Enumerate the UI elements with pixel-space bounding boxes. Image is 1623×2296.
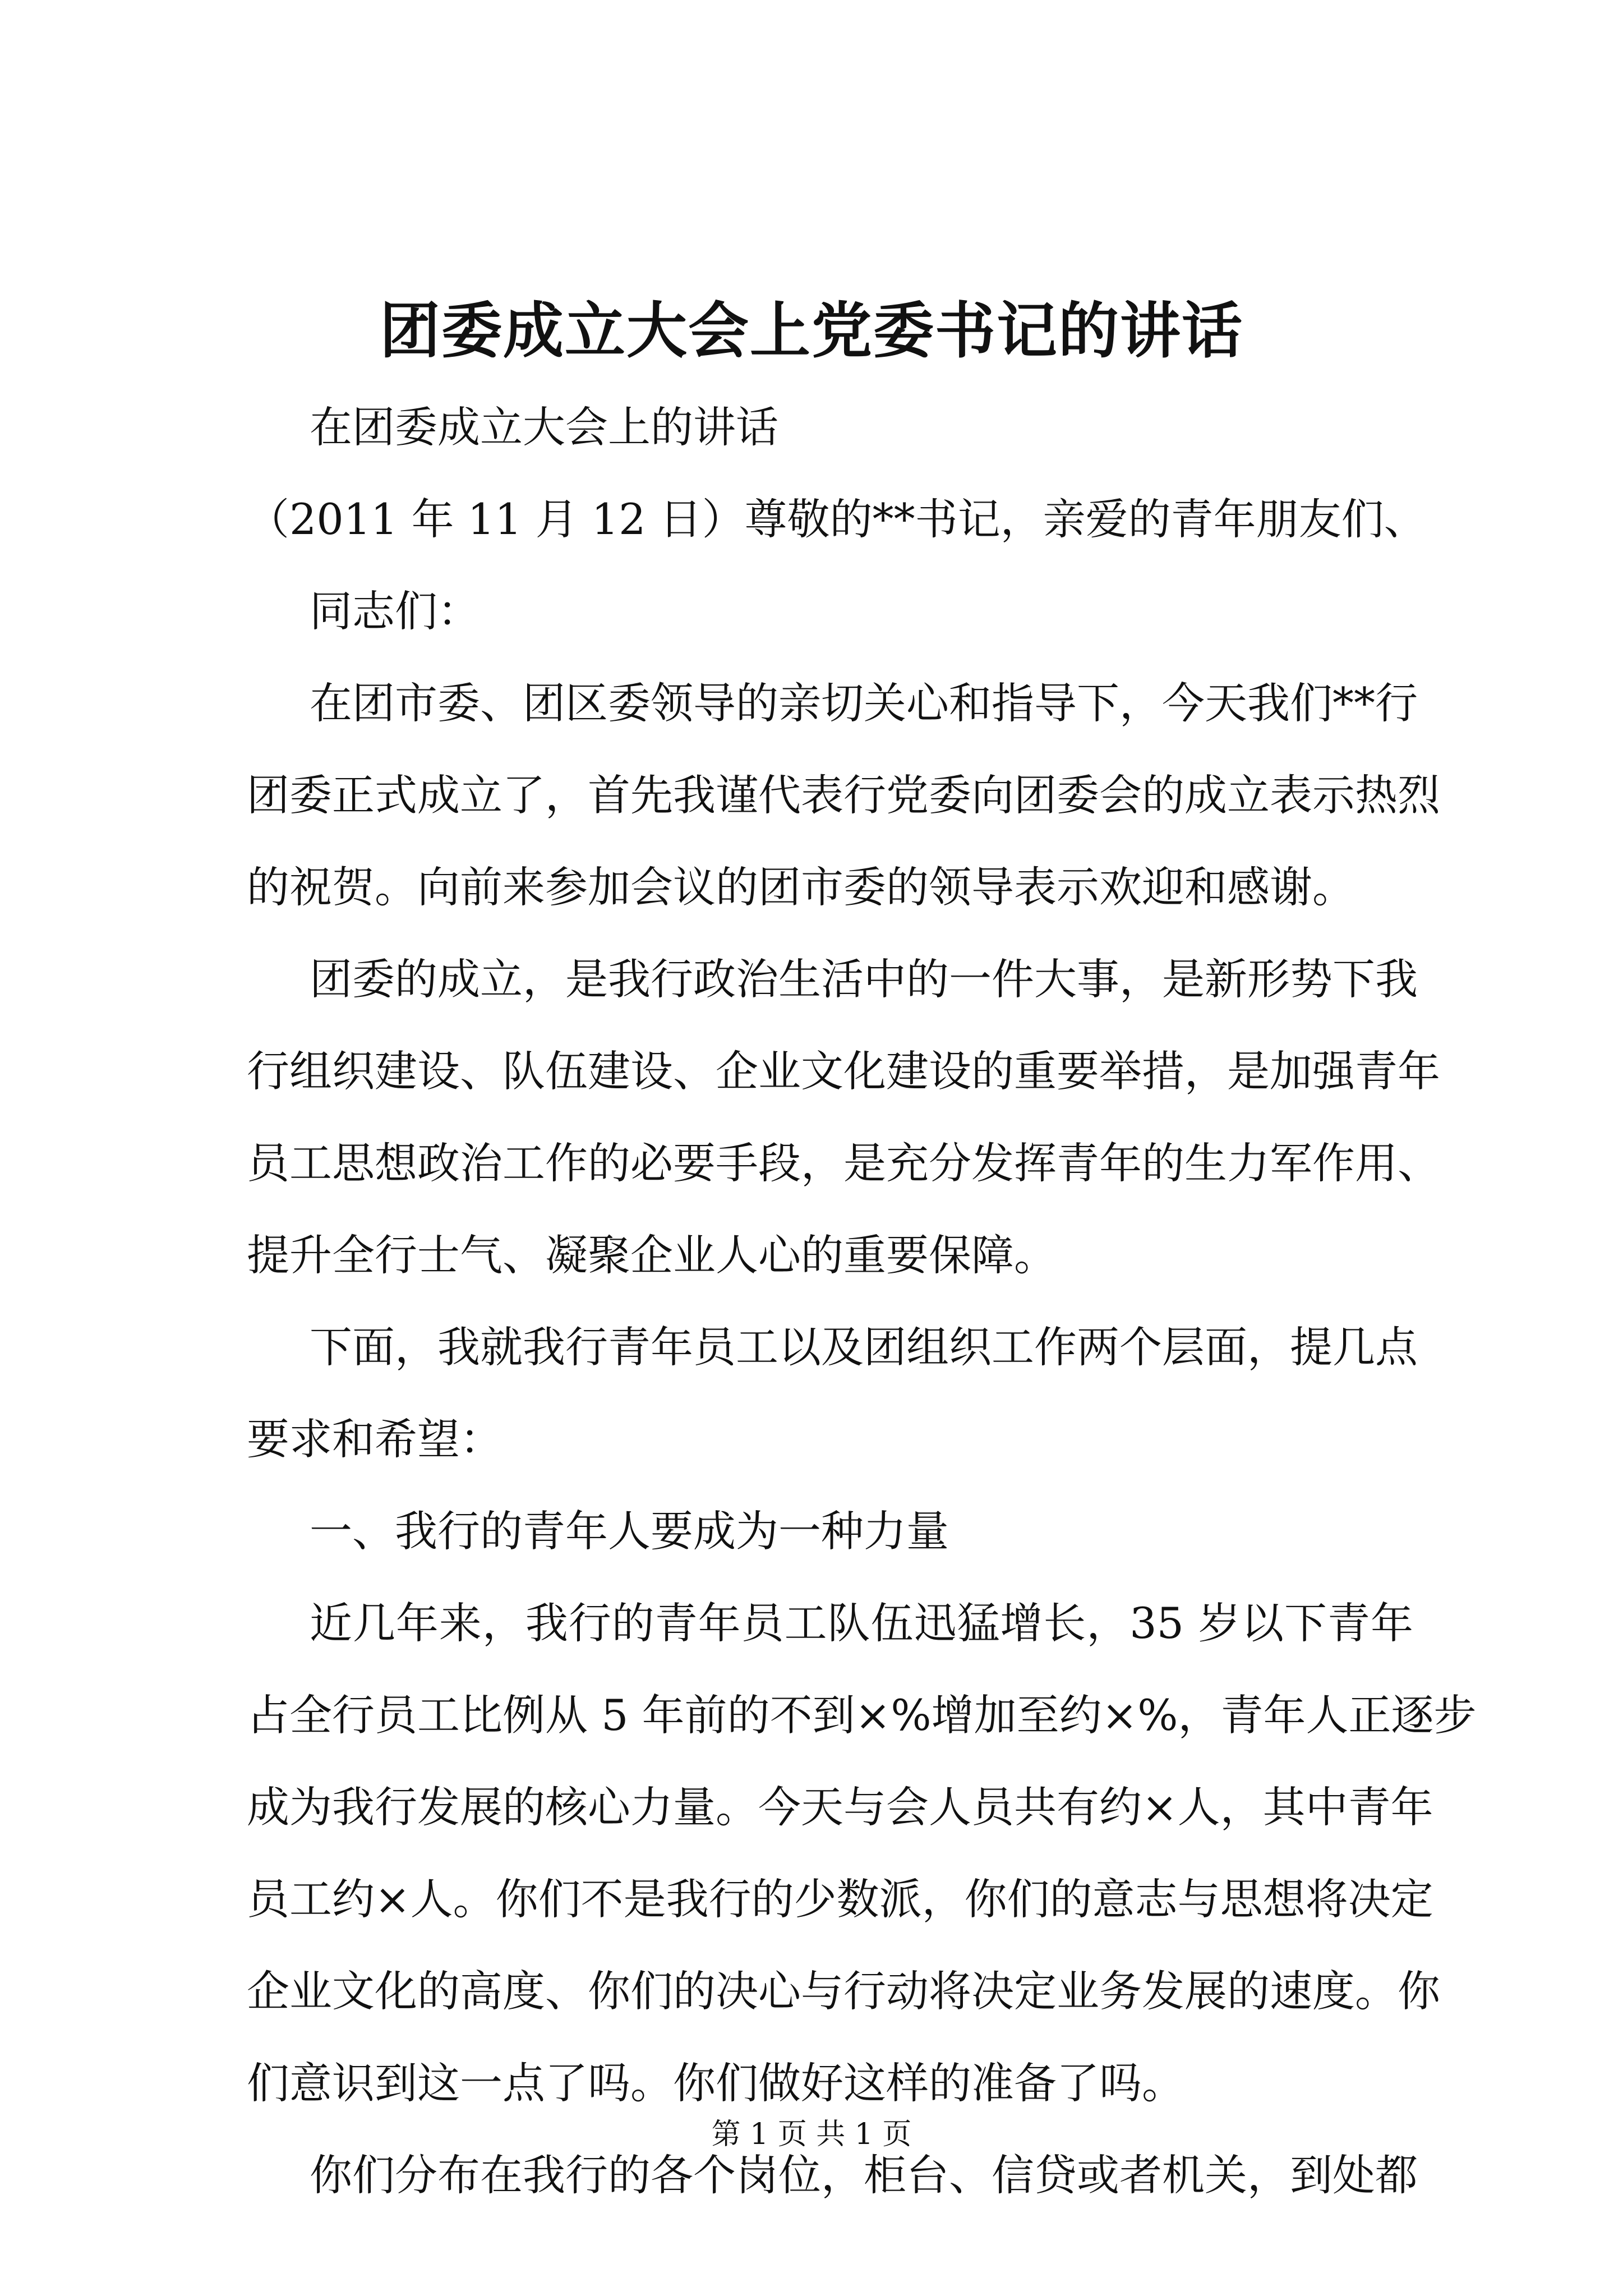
paragraph-line: 要求和希望：: [247, 1414, 502, 1464]
paragraph-line: 行组织建设、队伍建设、企业文化建设的重要举措，是加强青年: [247, 1046, 1440, 1096]
paragraph-line: 近几年来，我行的青年员工队伍迅猛增长，35 岁以下青年: [310, 1598, 1413, 1648]
paragraph-line: 企业文化的高度、你们的决心与行动将决定业务发展的速度。你: [247, 1966, 1440, 2016]
salutation-line: 同志们：: [310, 586, 480, 636]
paragraph-line: 团委正式成立了，首先我谨代表行党委向团委会的成立表示热烈: [247, 770, 1440, 820]
paragraph-line: 下面，我就我行青年员工以及团组织工作两个层面，提几点: [310, 1322, 1418, 1372]
document-body: [247, 381, 1477, 2221]
paragraph-line: 在团市委、团区委领导的亲切关心和指导下，今天我们**行: [310, 678, 1418, 728]
paragraph-line: 们意识到这一点了吗。你们做好这样的准备了吗。: [247, 2058, 1184, 2108]
page-footer: 第 1 页 共 1 页: [711, 2118, 912, 2151]
paragraph-line: 成为我行发展的核心力量。今天与会人员共有约×人，其中青年: [247, 1782, 1433, 1832]
section-heading: 一、我行的青年人要成为一种力量: [310, 1506, 949, 1556]
paragraph-line: 你们分布在我行的各个岗位，柜台、信贷或者机关，到处都: [310, 2150, 1418, 2200]
paragraph-line: 占全行员工比例从 5 年前的不到×%增加至约×%，青年人正逐步: [247, 1690, 1477, 1740]
paragraph-line: 提升全行士气、凝聚企业人心的重要保障。: [247, 1230, 1057, 1280]
date-salutation-line: （2011 年 11 月 12 日）尊敬的**书记，亲爱的青年朋友们、: [247, 494, 1427, 544]
subtitle-line: 在团委成立大会上的讲话: [310, 402, 778, 452]
document-title: 团委成立大会上党委书记的讲话: [379, 296, 1243, 366]
paragraph-line: 团委的成立，是我行政治生活中的一件大事，是新形势下我: [310, 954, 1418, 1004]
paragraph-line: 员工约×人。你们不是我行的少数派，你们的意志与思想将决定: [247, 1874, 1433, 1924]
paragraph-line: 的祝贺。向前来参加会议的团市委的领导表示欢迎和感谢。: [247, 862, 1355, 912]
paragraph-line: 员工思想政治工作的必要手段，是充分发挥青年的生力军作用、: [247, 1138, 1440, 1188]
